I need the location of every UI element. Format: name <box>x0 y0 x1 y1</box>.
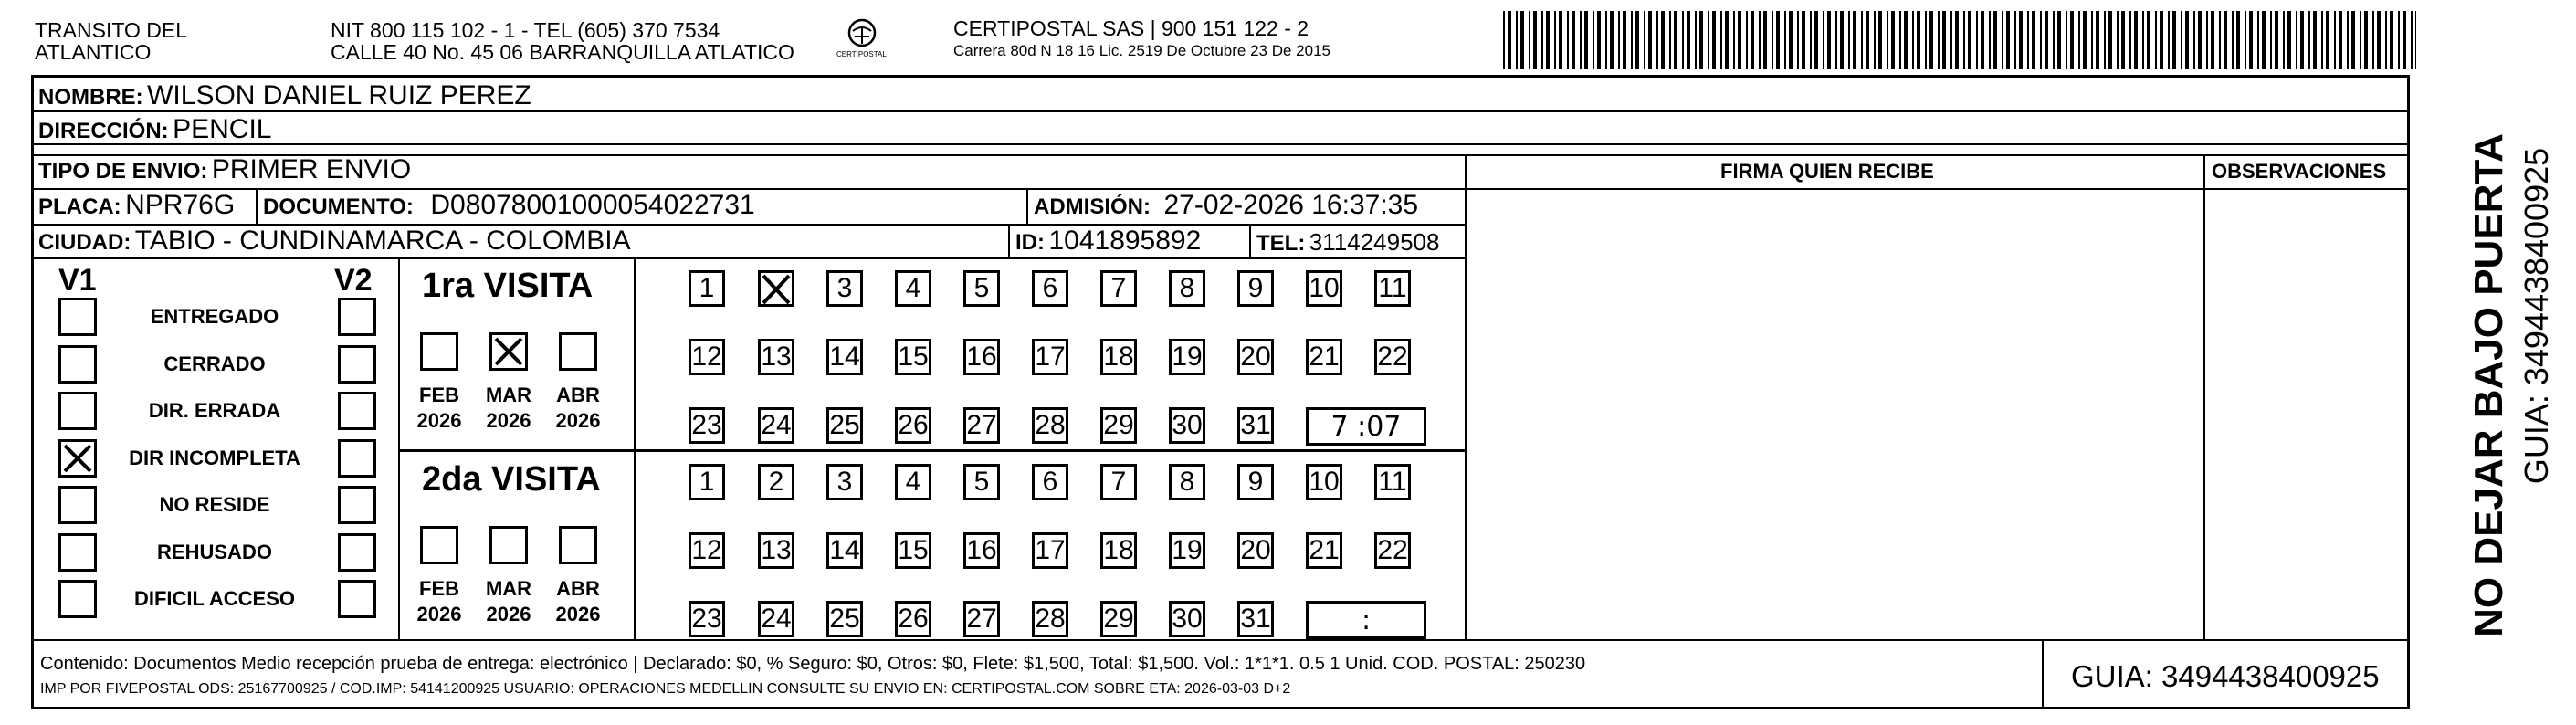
day-box[interactable]: 21 <box>1306 532 1342 569</box>
placa-divider <box>256 188 258 224</box>
day-box[interactable]: 26 <box>895 407 931 444</box>
footer-guia-divider <box>2042 639 2044 708</box>
x-mark-icon <box>61 442 94 475</box>
visit-divider <box>398 449 1465 452</box>
frame-right <box>2407 75 2410 709</box>
day-box[interactable]: 24 <box>758 407 794 444</box>
v1-checkbox[interactable] <box>58 345 97 384</box>
direccion-value: PENCIL <box>173 114 272 144</box>
v1-header: V1 <box>58 263 97 298</box>
day-box[interactable]: 3 <box>826 270 863 307</box>
visit-time-box[interactable] <box>1306 407 1426 446</box>
v2-checkbox[interactable] <box>338 439 376 478</box>
nombre-value: WILSON DANIEL RUIZ PEREZ <box>147 80 531 110</box>
day-box[interactable]: 28 <box>1032 407 1068 444</box>
status-label: NO RESIDE <box>159 493 270 516</box>
day-box[interactable]: 7 <box>1100 464 1137 500</box>
v1-checkbox[interactable] <box>58 533 97 572</box>
day-box[interactable]: 17 <box>1032 339 1068 375</box>
documento-value: D08078001000054022731 <box>430 190 755 220</box>
day-box[interactable]: 31 <box>1237 407 1274 444</box>
visit-title: 1ra VISITA <box>422 267 594 305</box>
day-box[interactable]: 4 <box>895 270 931 307</box>
id-divider <box>1008 224 1010 257</box>
day-box[interactable]: 18 <box>1100 532 1137 569</box>
day-box[interactable]: 11 <box>1374 270 1411 307</box>
row-divider <box>31 639 2409 641</box>
year-label: 2026 <box>486 603 531 625</box>
side-guia: GUIA: 3494438400925 <box>2518 147 2555 485</box>
nombre-label: NOMBRE: <box>38 85 143 110</box>
barcode <box>1503 11 2416 69</box>
day-box[interactable]: 29 <box>1100 407 1137 444</box>
day-box[interactable]: 26 <box>895 601 931 637</box>
day-box[interactable]: 21 <box>1306 339 1342 375</box>
tipo-envio-row <box>38 156 411 184</box>
sender-address-line: CALLE 40 No. 45 06 BARRANQUILLA ATLATICO <box>331 40 794 64</box>
visit-title: 2da VISITA <box>422 460 601 499</box>
day-box[interactable]: 14 <box>826 532 863 569</box>
month-label: FEB <box>419 577 459 600</box>
month-label: FEB <box>419 384 459 406</box>
v2-checkbox[interactable] <box>338 345 376 384</box>
day-box[interactable]: 8 <box>1169 464 1205 500</box>
admision-label: ADMISIÓN: <box>1034 194 1151 219</box>
month-checkbox[interactable] <box>420 332 458 371</box>
placa-label: PLACA: <box>38 194 121 219</box>
day-box[interactable]: 15 <box>895 532 931 569</box>
day-box[interactable]: 16 <box>963 532 1000 569</box>
footer-guia: GUIA: 3494438400925 <box>2071 659 2380 693</box>
courier-license-line: Carrera 80d N 18 16 Lic. 2519 De Octubre 23 De 2015 <box>953 42 1330 59</box>
day-box[interactable]: 23 <box>689 601 725 637</box>
month-label: MAR <box>485 577 532 600</box>
placa-value: NPR76G <box>125 190 236 220</box>
tel-row <box>1256 230 1439 255</box>
day-box[interactable]: 3 <box>826 464 863 500</box>
day-box[interactable]: 10 <box>1306 464 1342 500</box>
day-box[interactable]: 25 <box>826 407 863 444</box>
v2-checkbox[interactable] <box>338 298 376 336</box>
day-box[interactable]: 4 <box>895 464 931 500</box>
visit-time-value: 7 :07 <box>1330 411 1402 443</box>
day-box[interactable]: 6 <box>1032 464 1068 500</box>
ciudad-row <box>38 227 631 255</box>
courier-info-line: CERTIPOSTAL SAS | 900 151 122 - 2 <box>953 16 1309 40</box>
day-box[interactable]: 17 <box>1032 532 1068 569</box>
placa-row <box>38 192 235 219</box>
day-box[interactable]: 18 <box>1100 339 1137 375</box>
frame-top <box>31 75 2409 78</box>
frame-bottom <box>31 707 2409 709</box>
day-box[interactable]: 9 <box>1237 270 1274 307</box>
day-box[interactable]: 30 <box>1169 407 1205 444</box>
status-label: DIR. ERRADA <box>148 399 281 422</box>
day-box[interactable]: 27 <box>963 601 1000 637</box>
day-box[interactable]: 1 <box>689 270 725 307</box>
row-divider <box>31 143 2409 145</box>
year-label: 2026 <box>416 409 462 432</box>
day-box[interactable]: 13 <box>758 532 794 569</box>
status-label: ENTREGADO <box>150 305 279 328</box>
day-x-mark-icon <box>761 273 794 313</box>
day-box[interactable]: 12 <box>689 532 725 569</box>
month-checkbox[interactable] <box>489 332 528 371</box>
row-divider <box>31 257 1465 259</box>
day-box[interactable]: 10 <box>1306 270 1342 307</box>
day-box[interactable]: 7 <box>1100 270 1137 307</box>
observaciones-left-border <box>2203 154 2205 640</box>
year-label: 2026 <box>555 603 601 625</box>
v1-checkbox[interactable] <box>58 439 97 478</box>
sender-name-line2: ATLANTICO <box>35 40 152 64</box>
visit-time-value: : <box>1361 604 1372 636</box>
month-label: MAR <box>485 384 532 406</box>
day-box[interactable]: 5 <box>963 464 1000 500</box>
ciudad-value: TABIO - CUNDINAMARCA - COLOMBIA <box>134 226 631 256</box>
frame-left <box>31 75 34 709</box>
documento-label: DOCUMENTO: <box>263 194 414 219</box>
no-dejar-bajo-puerta-warning: NO DEJAR BAJO PUERTA <box>2466 133 2511 637</box>
id-value: 1041895892 <box>1048 226 1202 256</box>
tel-divider <box>1249 224 1251 257</box>
direccion-label: DIRECCIÓN: <box>38 119 169 143</box>
month-checkbox[interactable] <box>489 526 528 564</box>
day-box[interactable]: 30 <box>1169 601 1205 637</box>
x-mark-icon <box>492 335 525 368</box>
v1-checkbox[interactable] <box>58 392 97 430</box>
day-box[interactable]: 19 <box>1169 339 1205 375</box>
status-label: DIR INCOMPLETA <box>129 447 300 469</box>
v2-checkbox[interactable] <box>338 533 376 572</box>
v1-checkbox[interactable] <box>58 580 97 618</box>
documento-row <box>263 192 755 219</box>
day-box[interactable]: 14 <box>826 339 863 375</box>
v1-checkbox[interactable] <box>58 298 97 336</box>
tipo-envio-value: PRIMER ENVIO <box>211 154 412 184</box>
month-checkbox[interactable] <box>559 332 597 371</box>
status-divider <box>398 257 400 639</box>
day-box[interactable]: 15 <box>895 339 931 375</box>
visit-time-box[interactable] <box>1306 601 1426 639</box>
day-box[interactable]: 28 <box>1032 601 1068 637</box>
day-box[interactable]: 25 <box>826 601 863 637</box>
day-box[interactable]: 20 <box>1237 532 1274 569</box>
imp-line-text: IMP POR FIVEPOSTAL ODS: 25167700925 / COD.IMP: 54141200925 USUARIO: OPERACIONES MEDELLIN CONSULTE SU ENVIO EN: CERTIPOSTAL.COM SOBRE ETA: 2026-03-03 D+2 <box>40 681 1291 697</box>
day-box[interactable]: 29 <box>1100 601 1137 637</box>
certipostal-logo-text: CERTIPOSTAL <box>836 50 887 58</box>
v2-checkbox[interactable] <box>338 392 376 430</box>
day-box[interactable]: 2 <box>758 464 794 500</box>
day-box[interactable]: 12 <box>689 339 725 375</box>
day-box[interactable]: 5 <box>963 270 1000 307</box>
sender-name-line1: TRANSITO DEL <box>35 18 187 42</box>
status-label: REHUSADO <box>157 541 272 563</box>
direccion-row <box>38 116 272 143</box>
nombre-row <box>38 82 531 110</box>
tipo-envio-label: TIPO DE ENVIO: <box>38 159 208 184</box>
month-checkbox[interactable] <box>559 526 597 564</box>
day-box[interactable]: 16 <box>963 339 1000 375</box>
day-box[interactable]: 31 <box>1237 601 1274 637</box>
day-box[interactable]: 27 <box>963 407 1000 444</box>
year-label: 2026 <box>486 409 531 432</box>
v2-checkbox[interactable] <box>338 486 376 524</box>
v2-checkbox[interactable] <box>338 580 376 618</box>
id-label: ID: <box>1015 230 1045 255</box>
header-divider <box>1465 188 2409 190</box>
admision-divider <box>1026 188 1028 224</box>
month-checkbox[interactable] <box>420 526 458 564</box>
v1-checkbox[interactable] <box>58 486 97 524</box>
certipostal-logo <box>835 16 889 64</box>
status-label: CERRADO <box>163 352 266 375</box>
month-label: ABR <box>556 384 600 406</box>
status-label: DIFICIL ACCESO <box>133 587 296 610</box>
year-label: 2026 <box>555 409 601 432</box>
month-divider <box>634 257 636 639</box>
admision-row <box>1034 192 1418 219</box>
day-box[interactable] <box>758 270 794 307</box>
year-label: 2026 <box>416 603 462 625</box>
day-box[interactable]: 22 <box>1374 532 1411 569</box>
day-box[interactable]: 9 <box>1237 464 1274 500</box>
day-box[interactable]: 19 <box>1169 532 1205 569</box>
sender-nit-line: NIT 800 115 102 - 1 - TEL (605) 370 7534 <box>331 18 720 42</box>
day-box[interactable]: 24 <box>758 601 794 637</box>
v2-header: V2 <box>334 263 373 298</box>
day-box[interactable]: 11 <box>1374 464 1411 500</box>
ciudad-label: CIUDAD: <box>38 230 131 255</box>
observaciones-header: OBSERVACIONES <box>2212 160 2387 183</box>
tel-label: TEL: <box>1256 231 1306 256</box>
day-box[interactable]: 23 <box>689 407 725 444</box>
day-box[interactable]: 8 <box>1169 270 1205 307</box>
day-box[interactable]: 1 <box>689 464 725 500</box>
row-divider <box>31 110 2409 112</box>
contenido-text: Contenido: Documentos Medio recepción prueba de entrega: electrónico | Declarado: $0, % Seguro: $0, Otros: $0, Flete: $1,500, Total: $1,500. Vol.: 1*1*1. 0.5 1 Unid. COD. POSTAL: 250230 <box>40 654 1586 674</box>
day-box[interactable]: 13 <box>758 339 794 375</box>
admision-value: 27-02-2026 16:37:35 <box>1163 190 1419 220</box>
day-box[interactable]: 22 <box>1374 339 1411 375</box>
day-box[interactable]: 6 <box>1032 270 1068 307</box>
month-label: ABR <box>556 577 600 600</box>
firma-left-border <box>1465 154 1467 640</box>
day-box[interactable]: 20 <box>1237 339 1274 375</box>
id-row <box>1015 227 1201 255</box>
firma-header: FIRMA QUIEN RECIBE <box>1720 160 1934 183</box>
tel-value: 3114249508 <box>1309 228 1440 256</box>
